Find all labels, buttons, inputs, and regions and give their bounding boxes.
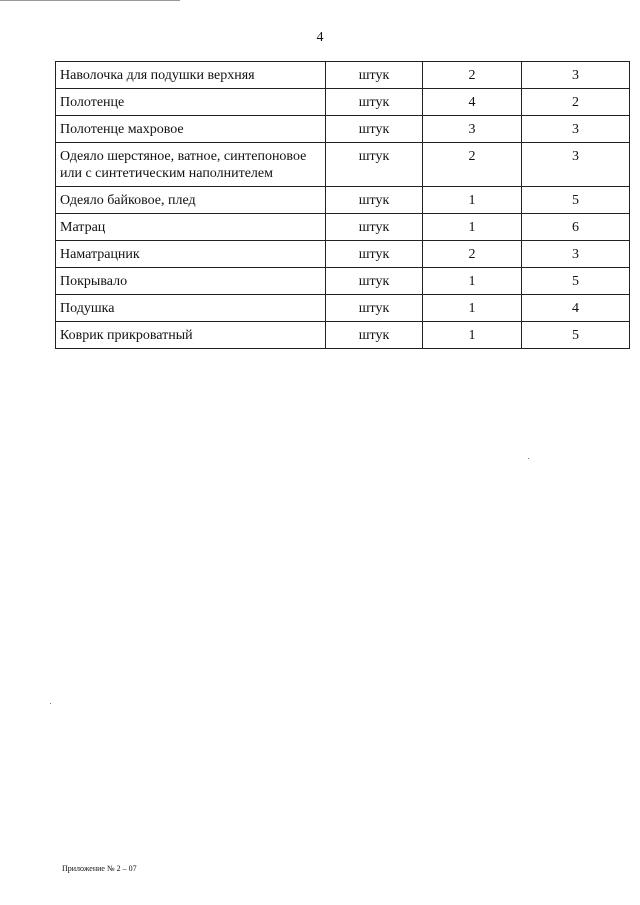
- table-row: [56, 241, 630, 268]
- item-unit: штук: [326, 241, 423, 268]
- item-term: 3: [522, 62, 630, 89]
- item-unit: штук: [326, 143, 423, 187]
- table-row: [56, 62, 630, 89]
- item-unit: штук: [326, 322, 423, 349]
- item-quantity: 1: [423, 187, 522, 214]
- item-term: 2: [522, 89, 630, 116]
- item-name: Коврик прикроватный: [56, 322, 326, 349]
- item-term: 6: [522, 214, 630, 241]
- item-name: Наматрацник: [56, 241, 326, 268]
- item-term: 4: [522, 295, 630, 322]
- table-row: [56, 143, 630, 187]
- item-quantity: 1: [423, 214, 522, 241]
- item-name: Матрац: [56, 214, 326, 241]
- item-unit: штук: [326, 187, 423, 214]
- table-row: [56, 116, 630, 143]
- item-unit: штук: [326, 62, 423, 89]
- table-row: [56, 322, 630, 349]
- item-unit: штук: [326, 295, 423, 322]
- item-quantity: 1: [423, 268, 522, 295]
- footer-annex-label: Приложение № 2 – 07: [62, 864, 137, 873]
- item-unit: штук: [326, 116, 423, 143]
- item-name: Подушка: [56, 295, 326, 322]
- item-quantity: 2: [423, 143, 522, 187]
- item-term: 3: [522, 241, 630, 268]
- item-quantity: 2: [423, 62, 522, 89]
- item-name: Наволочка для подушки верхняя: [56, 62, 326, 89]
- scan-speck: [528, 458, 529, 459]
- table-row: [56, 214, 630, 241]
- item-quantity: 4: [423, 89, 522, 116]
- table-row: [56, 89, 630, 116]
- item-term: 5: [522, 187, 630, 214]
- item-unit: штук: [326, 89, 423, 116]
- item-unit: штук: [326, 268, 423, 295]
- item-quantity: 1: [423, 295, 522, 322]
- scan-speck: [50, 703, 51, 704]
- table-row: [56, 268, 630, 295]
- item-name: Одеяло шерстяное, ватное, синтепоновое или с синтетическим наполнителем: [56, 143, 326, 187]
- item-name: Полотенце: [56, 89, 326, 116]
- item-quantity: 2: [423, 241, 522, 268]
- item-unit: штук: [326, 214, 423, 241]
- item-name: Одеяло байковое, плед: [56, 187, 326, 214]
- inventory-table: [55, 61, 630, 349]
- item-name: Полотенце махровое: [56, 116, 326, 143]
- table-row: [56, 187, 630, 214]
- item-quantity: 1: [423, 322, 522, 349]
- item-term: 3: [522, 143, 630, 187]
- scan-edge-line: [0, 0, 180, 1]
- item-quantity: 3: [423, 116, 522, 143]
- page-number: 4: [316, 30, 324, 45]
- item-term: 5: [522, 268, 630, 295]
- table-row: [56, 295, 630, 322]
- item-term: 3: [522, 116, 630, 143]
- item-term: 5: [522, 322, 630, 349]
- item-name: Покрывало: [56, 268, 326, 295]
